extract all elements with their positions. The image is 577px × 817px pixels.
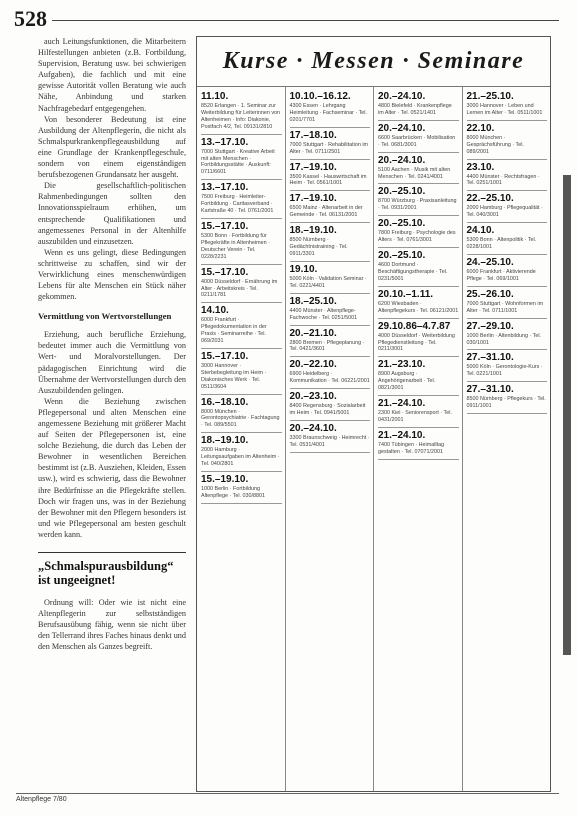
event-date: 17.–19.10.: [289, 161, 337, 173]
event-description: 8000 München · Gesprächsführung · Tel. 089/2001: [466, 134, 524, 155]
event-date: 20.–25.10.: [378, 250, 426, 262]
event-description: 8700 Würzburg · Praxisanleitung · Tel. 0931/2001: [378, 198, 457, 212]
event-description: 1000 Berlin · Altenbildung · Tel. 030/1001: [466, 332, 542, 346]
paragraph: Die gesellschaftlich-politischen Rahmenbedingungen sollten den Innovationsspielraum erhöhen, um entsprechende Qualifikationen und angemessenes Personal in der Altenhilfe auszubilden und einzusetzen.: [38, 181, 186, 246]
event-date: 15.–17.10.: [201, 220, 249, 232]
event-date: 23.10.: [466, 161, 495, 173]
event-description: 6900 Heidelberg · Kommunikation · Tel. 06221/2001: [289, 371, 370, 385]
event-entry: [201, 472, 282, 504]
event-date: 18.–25.10.: [289, 295, 337, 307]
event-entry: [201, 265, 282, 304]
event-entry: [467, 223, 548, 255]
event-date: 24.10.: [466, 225, 495, 237]
event-description: 4000 Düsseldorf · Weiterbildung Pflegedienstleitung · Tel. 0211/3001: [378, 332, 455, 353]
event-entry: [290, 191, 371, 223]
event-description: 6000 Frankfurt · Aktivierende Pflege · Tel. 069/1001: [466, 268, 536, 282]
event-description: 2800 Bremen · Pflegeplanung · Tel. 0421/3601: [289, 339, 365, 353]
event-description: 3300 Braunschweig · Heimrecht · Tel. 0531/4001: [289, 434, 370, 448]
event-entry: [201, 135, 282, 181]
event-description: 4300 Essen · Lehrgang Heimleitung · Fachseminar · Tel. 0201/7701: [289, 103, 367, 123]
event-date: 20.–25.10.: [378, 218, 426, 230]
events-column: [286, 87, 375, 791]
event-date: 20.–22.10.: [289, 359, 337, 371]
event-entry: [378, 319, 459, 358]
event-description: 1000 Berlin · Fortbildung Altenpflege · Tel. 030/8801: [201, 486, 266, 499]
event-description: 8400 Regensburg · Sozialarbeit im Heim · Tel. 0941/5001: [289, 403, 366, 417]
event-date: 21.–25.10.: [466, 91, 514, 102]
events-column: [463, 87, 551, 791]
event-entry: [378, 357, 459, 396]
event-description: 8900 Augsburg · Angehörigenarbeit · Tel. 0821/3001: [378, 371, 436, 392]
event-date: 27.–31.10.: [466, 352, 514, 364]
event-entry: [290, 421, 371, 453]
event-entry: [201, 395, 282, 434]
events-grid: [197, 87, 550, 791]
event-date: 14.10.: [201, 305, 229, 317]
event-description: 5100 Aachen · Musik mit alten Menschen · Tel. 0241/4001: [378, 166, 451, 180]
event-description: 3000 Hannover · Leben und Lernen im Alter · Tel. 0511/1001: [466, 103, 543, 116]
section-heading: Vermittlung von Wertvorstellungen: [38, 311, 172, 322]
event-date: 17.–19.10.: [289, 193, 337, 205]
event-date: 20.–24.10.: [378, 122, 426, 134]
event-entry: [378, 428, 459, 460]
event-entry: [290, 389, 371, 421]
paragraph: auch Leitungsfunktionen, die Mitarbeitern Hilfestellungen anbieten (z.B. Fortbildung, Supervision, Beratung usw. bei schwierigen Aufgaben), die fachlich und mit eine gewisse Autorität vollen Beratung wie auch Nähe, Anbindung und starken Nachfragebedarf entgegengehen.: [38, 37, 186, 113]
event-description: 7800 Freiburg · Psychologie des Alters · Tel. 0761/3001: [378, 230, 456, 244]
event-entry: [378, 184, 459, 216]
event-date: 20.–21.10.: [289, 327, 337, 339]
event-date: 20.–24.10.: [378, 91, 426, 102]
event-entry: [378, 287, 459, 319]
event-description: 7000 Stuttgart · Rehabilitation im Alter · Tel. 0711/2501: [289, 141, 369, 155]
paragraph: Von besonderer Bedeutung ist eine Ausbildung der Altenpflegerin, die nicht als Schmalspurkrankenpflegeausbildung auf eine Grundlage der Krankenpflegeschule, sondern von einem eigenständigen berufsbezogenen Grundansatz her ausgeht.: [38, 114, 186, 180]
event-entry: [467, 350, 548, 382]
event-entry: [290, 294, 371, 326]
event-date: 22.10.: [466, 122, 495, 134]
event-description: 6600 Saarbrücken · Mobilisation · Tel. 0681/3001: [378, 134, 456, 148]
events-banner: [197, 37, 550, 87]
events-column: [197, 87, 286, 791]
event-description: 3500 Kassel · Hauswirtschaft im Heim · Tel. 0561/1001: [289, 173, 367, 187]
paragraph: Wenn es uns gelingt, diese Bedingungen schrittweise zu schaffen, sind wir der Verwirklichung eines menschenwürdigen Lebens für alte Menschen ein Stück näher gekommen.: [38, 247, 186, 302]
article-column: [38, 36, 186, 653]
event-date: 20.–25.10.: [378, 186, 426, 198]
event-date: 20.–24.10.: [378, 154, 426, 166]
event-description: 7000 Stuttgart · Kreative Arbeit mit alten Menschen · Fortbildungsstätte · Auskunft: 0711/6601: [201, 148, 275, 176]
event-date: 21.–24.10.: [378, 398, 426, 410]
side-bar-mark: [563, 175, 571, 655]
event-date: 13.–17.10.: [201, 136, 249, 148]
event-entry: [201, 89, 282, 135]
event-date: 20.–23.10.: [289, 391, 337, 403]
event-description: 6500 Mainz · Altenarbeit in der Gemeinde · Tel. 06131/2001: [289, 205, 363, 219]
event-description: 6000 Frankfurt · Pflegedokumentation in der Praxis · Seminarreihe · Tel. 069/2031: [201, 317, 267, 345]
event-description: 4800 Bielefeld · Krankenpflege im Alter · Tel. 0521/1401: [378, 103, 452, 116]
event-date: 10.10.–16.12.: [289, 91, 351, 102]
event-description: 7000 Stuttgart · Wohnformen im Alter · Tel. 0711/1001: [466, 300, 544, 314]
event-description: 7400 Tübingen · Heimalltag gestalten · Tel. 07071/2001: [378, 441, 445, 455]
event-description: 2000 Hamburg · Leitungsaufgaben im Altenheim · Tel. 040/2801: [201, 447, 280, 468]
banner-title: Kurse · Messen · Seminare: [222, 48, 525, 74]
event-date: 27.–29.10.: [466, 320, 514, 332]
event-date: 18.–19.10.: [201, 435, 249, 447]
event-entry: [290, 357, 371, 389]
event-description: 3000 Hannover · Sterbebegleitung im Heim · Diakonisches Werk · Tel. 0511/3604: [201, 362, 267, 390]
event-date: 13.–17.10.: [201, 182, 249, 194]
event-entry: [290, 326, 371, 358]
paragraph: Ordnung will: Oder wie ist nicht eine Altenpflegerin zur selbstständigen Berufsausübung fähig, wenn sie nicht über den Tellerrand ihres Faches hinaus denkt und den Menschen als Ganzes begreift.: [38, 598, 186, 652]
event-entry: [467, 319, 548, 351]
event-entry: [290, 89, 371, 128]
event-description: 4000 Düsseldorf · Ernährung im Alter · Arbeitskreis · Tel. 0211/1781: [201, 278, 278, 299]
event-date: 15.–17.10.: [201, 350, 249, 362]
paragraph: Wenn die Beziehung zwischen Pflegepersonal und alten Menschen eine angemessene Beziehung mit größerer Macht auf Seiten der Pflegepersonen ist, eine solche Beziehung, die durch das Leben der Bewohner in wesentlichen Bereichen bestimmt ist (z.B. Ausziehen, Kleiden, Essen usw.), wird es schwierig, dass die Bewohner ihre Bedürfnisse an die Pflegekräfte stellen. Doch wir fragen uns, was in der Beziehung der Bewohner mit den Pflegern besonders ist und wie Pflegepersonal am besten geschult werden kann.: [38, 396, 186, 539]
event-entry: [290, 223, 371, 262]
top-rule: [52, 20, 559, 21]
emphasis-box: [38, 552, 186, 587]
event-description: 8500 Nürnberg · Gedächtnistraining · Tel. 0911/3301: [289, 237, 348, 257]
event-date: 24.–25.10.: [466, 256, 514, 268]
event-description: 5300 Bonn · Altenpolitik · Tel. 0228/1001: [466, 237, 537, 251]
event-date: 20.10.–1.11.: [378, 288, 434, 300]
event-entry: [467, 255, 548, 287]
event-entry: [201, 303, 282, 349]
emphasis-heading: „Schmalspurausbildung“ ist ungeeignet!: [38, 559, 174, 588]
events-box: [196, 36, 551, 792]
event-description: 6200 Wiesbaden · Altenpflegekurs · Tel. 06121/2001: [378, 300, 459, 314]
event-entry: [378, 89, 459, 121]
event-entry: [467, 287, 548, 319]
paragraph: Erziehung, auch berufliche Erziehung, bedeutet immer auch die Vermittlung von Wert- und Moralvorstellungen. Der pädagogischen Einrichtung wird die Übernahme der Wertvorstellungen durch den Auszubildenden gelingen.: [38, 330, 186, 395]
event-entry: [378, 153, 459, 185]
event-date: 11.10.: [201, 91, 229, 102]
event-entry: [201, 349, 282, 395]
page-number: 528: [14, 6, 47, 31]
event-description: 4400 Münster · Altenpflege-Fachwoche · Tel. 0251/5001: [289, 307, 358, 321]
event-date: 25.–26.10.: [466, 288, 514, 300]
event-description: 5000 Köln · Gerontologie-Kurs · Tel. 0221/1001: [466, 364, 543, 378]
event-entry: [290, 128, 371, 160]
events-column: [374, 87, 463, 791]
event-date: 18.–19.10.: [289, 225, 337, 237]
event-entry: [467, 191, 548, 223]
event-entry: [201, 219, 282, 265]
event-description: 8000 München · Gerontopsychiatrie · Fachtagung · Tel. 089/5501: [201, 408, 280, 429]
event-entry: [467, 382, 548, 414]
event-entry: [201, 180, 282, 219]
event-entry: [378, 121, 459, 153]
event-entry: [467, 89, 548, 121]
event-description: 5000 Köln · Validation Seminar · Tel. 0221/4401: [289, 275, 367, 289]
event-description: 4600 Dortmund · Beschäftigungstherapie · Tel. 0231/5001: [378, 262, 448, 282]
event-description: 8520 Erlangen · 1. Seminar zur Weiterbildung für Leiterinnen von Altenheimen · Info: Diakonie, Postfach 4/2, Tel. 09131/2810: [201, 103, 281, 130]
event-date: 20.–24.10.: [289, 422, 337, 434]
page-footer: Altenpflege 7/80: [16, 796, 67, 803]
event-date: 15.–17.10.: [201, 266, 249, 278]
event-date: 17.–18.10.: [289, 129, 337, 141]
event-description: 7500 Freiburg · Heimleiter-Fortbildung · Caritasverband · Karlstraße 40 · Tel. 0761/2001: [201, 194, 274, 215]
event-date: 16.–18.10.: [201, 396, 249, 408]
event-entry: [290, 262, 371, 294]
event-entry: [378, 248, 459, 287]
event-date: 21.–24.10.: [378, 429, 426, 441]
event-description: 2000 Hamburg · Pflegequalität · Tel. 040/3001: [466, 205, 543, 219]
event-entry: [467, 121, 548, 160]
event-date: 27.–31.10.: [466, 384, 514, 396]
event-entry: [201, 433, 282, 472]
event-entry: [467, 160, 548, 192]
event-date: 22.–25.10.: [466, 193, 514, 205]
event-entry: [290, 160, 371, 192]
event-date: 29.10.86–4.7.87: [378, 320, 451, 332]
event-date: 21.–23.10.: [378, 359, 426, 371]
event-date: 19.10.: [289, 263, 318, 275]
event-description: 4400 Münster · Rechtsfragen · Tel. 0251/1001: [466, 173, 540, 187]
event-date: 15.–19.10.: [201, 474, 249, 485]
event-entry: [378, 396, 459, 428]
event-description: 8500 Nürnberg · Pflegekurs · Tel. 0911/1001: [466, 396, 546, 410]
event-description: 2300 Kiel · Seniorensport · Tel. 0431/2001: [378, 410, 452, 423]
event-entry: [378, 216, 459, 248]
bottom-rule: [16, 793, 559, 794]
event-description: 5300 Bonn · Fortbildung für Pflegekräfte in Altenheimen · Deutscher Verein · Tel. 0228/2231: [201, 232, 270, 260]
